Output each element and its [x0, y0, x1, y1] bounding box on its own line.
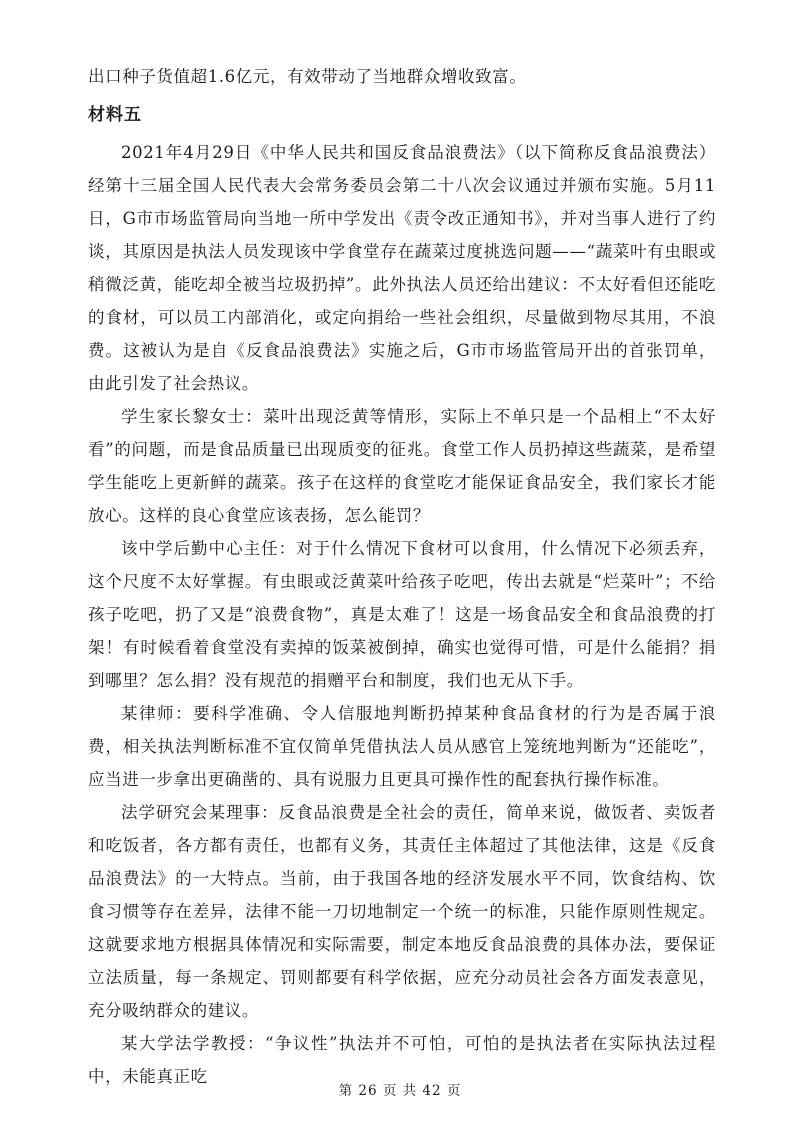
paragraph-law-professor: 某大学法学教授：“争议性”执法并不可怕，可怕的是执法者在实际执法过程中，未能真正吃 — [88, 1034, 716, 1086]
paragraph-parent: 学生家长黎女士：菜叶出现泛黄等情形，实际上不单只是一个品相上“不太好看”的问题，而是食品质量已出现质变的征兆。食堂工作人员扔掉这些蔬菜，是希望学生能吃上更新鲜的蔬菜。孩子在这样的食堂吃才能保证食品安全，我们家长才能放心。这样的良心食堂应该表扬，怎么能罚？ — [88, 407, 716, 525]
page-footer — [0, 1079, 800, 1099]
page-body — [88, 60, 716, 1093]
paragraph-intro: 2021年4月29日《中华人民共和国反食品浪费法》（以下简称反食品浪费法）经第十三届全国人民代表大会常务委员会第二十八次会议通过并颁布实施。5月11日，G市市场监管局向当地一所中学发出《责令改正通知书》，并对当事人进行了约谈，其原因是执法人员发现该中学食堂存在蔬菜过度挑选问题——“蔬菜叶有虫眼或稍微泛黄，能吃却全被当垃圾扔掉”。此外执法人员还给出建议：不太好看但还能吃的食材，可以员工内部消化，或定向捐给一些社会组织，尽量做到物尽其用，不浪费。这被认为是自《反食品浪费法》实施之后，G市市场监管局开出的首张罚单，由此引发了社会热议。 — [88, 143, 716, 393]
section-title: 材料五 — [88, 105, 142, 125]
page-number: 第 26 页 共 42 页 — [338, 1083, 462, 1099]
paragraph-law-society-director: 法学研究会某理事：反食品浪费是全社会的责任，简单来说，做饭者、卖饭者和吃饭者，各方都有责任，也都有义务，其责任主体超过了其他法律，这是《反食品浪费法》的一大特点。当前，由于我国各地的经济发展水平不同，饮食结构、饮食习惯等存在差异，法律不能一刀切地制定一个统一的标准，只能作原则性规定。这就要求地方根据具体情况和实际需要，制定本地反食品浪费的具体办法，要保证立法质量，每一条规定、罚则都要有科学依据，应充分动员社会各方面发表意见，充分吸纳群众的建议。 — [88, 803, 716, 1020]
lead-line: 出口种子货值超1.6亿元，有效带动了当地群众增收致富。 — [88, 67, 527, 86]
paragraph-lawyer: 某律师：要科学准确、令人信服地判断扔掉某种食品食材的行为是否属于浪费，相关执法判断标准不宜仅简单凭借执法人员从感官上笼统地判断为“还能吃”，应当进一步拿出更确凿的、具有说服力且更具可操作性的配套执行操作标准。 — [88, 704, 716, 789]
paragraph-logistics-director: 该中学后勤中心主任：对于什么情况下食材可以食用，什么情况下必须丢弃，这个尺度不太好掌握。有虫眼或泛黄菜叶给孩子吃吧，传出去就是“烂菜叶”；不给孩子吃吧，扔了又是“浪费食物”，真是太难了！这是一场食品安全和食品浪费的打架！有时候看着食堂没有卖掉的饭菜被倒掉，确实也觉得可惜，可是什么能捐？捐到哪里？怎么捐？没有规范的捐赠平台和制度，我们也无从下手。 — [88, 539, 716, 690]
